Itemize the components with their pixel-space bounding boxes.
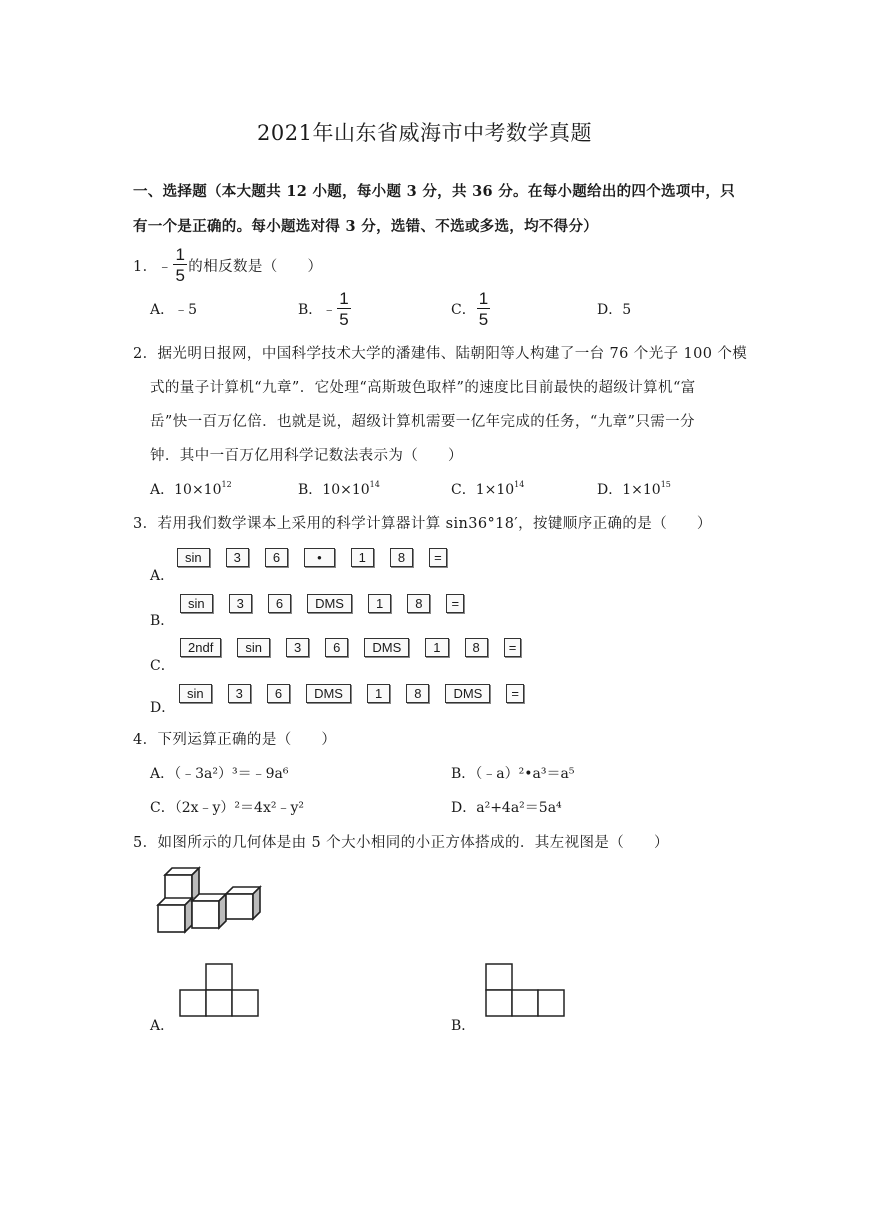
q3-text: 3．若用我们数学课本上采用的科学计算器计算 sin36°18′，按键顺序正确的是（ ） — [133, 516, 712, 532]
key-3: 3 — [286, 638, 309, 657]
q3-option-a-keys — [177, 548, 463, 567]
q3-option-d-label[interactable]: D． — [150, 700, 176, 716]
q5-option-b-label[interactable]: B． — [451, 1018, 476, 1034]
key-8: 8 — [407, 594, 430, 613]
q4-text: 4．下列运算正确的是（ ） — [133, 732, 337, 748]
key-dot: • — [304, 548, 335, 567]
key-6: 6 — [268, 594, 291, 613]
key-equals: = — [506, 684, 524, 703]
key-2ndf: 2ndf — [180, 638, 221, 657]
key-dms: DMS — [307, 594, 352, 613]
q1-option-d[interactable]: D．5 — [597, 302, 632, 318]
key-equals: = — [446, 594, 464, 613]
q5-option-a-view — [178, 962, 262, 1018]
key-8: 8 — [465, 638, 488, 657]
q2-line1: 2．据光明日报网，中国科学技术大学的潘建伟、陆朝阳等人构建了一台 76 个光子 100 个模 — [133, 346, 748, 362]
key-3: 3 — [228, 684, 251, 703]
key-1: 1 — [367, 684, 390, 703]
key-3: 3 — [229, 594, 252, 613]
q1-minus: ﹣ — [157, 258, 173, 275]
q1-number: 1． — [133, 258, 158, 275]
q1-option-c[interactable]: C． $\frac{1}{5}$ — [451, 289, 489, 329]
key-sin: sin — [180, 594, 213, 613]
q3-option-a-label[interactable]: A． — [150, 568, 175, 584]
q2-option-b[interactable]: B．$10\times 10^{14}$ — [298, 480, 380, 498]
key-6: 6 — [325, 638, 348, 657]
q4-option-b[interactable]: B．（﹣a）²•a³＝a⁵ — [451, 766, 575, 782]
q1-option-a[interactable]: A．﹣5 — [150, 302, 198, 318]
key-sin: sin — [179, 684, 212, 703]
q5-option-b-view — [484, 962, 568, 1018]
q4-option-d[interactable]: D．a²+4a²＝5a⁴ — [451, 800, 562, 816]
key-8: 8 — [390, 548, 413, 567]
q3-option-c-label[interactable]: C． — [150, 658, 175, 674]
q2-option-a[interactable]: A．$10\times 10^{12}$ — [150, 480, 232, 498]
q1-text: 的相反数是（ ） — [188, 258, 323, 275]
key-8: 8 — [406, 684, 429, 703]
question-1 — [133, 246, 322, 284]
q1-fraction: $\frac{1}{5}$ — [175, 245, 186, 285]
q2-line4: 钟．其中一百万亿用科学记数法表示为（ ） — [150, 448, 463, 464]
q1-option-b[interactable]: B． ﹣ $\frac{1}{5}$ — [298, 289, 349, 329]
key-1: 1 — [351, 548, 374, 567]
q3-option-b-keys — [180, 594, 480, 613]
key-dms: DMS — [306, 684, 351, 703]
cube-solid-figure — [152, 865, 267, 940]
key-1: 1 — [368, 594, 391, 613]
q2-line2: 式的量子计算机“九章”．它处理“高斯玻色取样”的速度比目前最快的超级计算机“富 — [150, 380, 696, 396]
q5-option-a-label[interactable]: A． — [150, 1018, 175, 1034]
q3-option-c-keys — [180, 638, 537, 657]
q2-option-c[interactable]: C．$1\times 10^{14}$ — [451, 480, 525, 498]
q5-text: 5．如图所示的几何体是由 5 个大小相同的小正方体搭成的．其左视图是（ ） — [133, 835, 669, 851]
key-equals: = — [504, 638, 522, 657]
key-3: 3 — [226, 548, 249, 567]
page-title: 2021年山东省威海市中考数学真题 — [257, 121, 592, 145]
q4-option-c[interactable]: C．（2x﹣y）²＝4x²﹣y² — [150, 800, 304, 816]
key-equals: = — [429, 548, 447, 567]
key-dms: DMS — [445, 684, 490, 703]
key-1: 1 — [425, 638, 448, 657]
key-dms: DMS — [364, 638, 409, 657]
q3-option-b-label[interactable]: B． — [150, 613, 175, 629]
q4-option-a[interactable]: A．（﹣3a²）³＝﹣9a⁶ — [150, 766, 289, 782]
key-sin: sin — [237, 638, 270, 657]
q2-line3: 岳”快一百万亿倍．也就是说，超级计算机需要一亿年完成的任务，“九章”只需一分 — [150, 414, 695, 430]
q2-option-d[interactable]: D．$1\times 10^{15}$ — [597, 480, 671, 498]
section-heading-line1: 一、选择题（本大题共 12 小题，每小题 3 分，共 36 分。在每小题给出的四个选项中，只 — [133, 183, 736, 200]
q3-option-d-keys — [179, 684, 540, 703]
key-sin: sin — [177, 548, 210, 567]
key-6: 6 — [267, 684, 290, 703]
section-heading-line2: 有一个是正确的。每小题选对得 3 分，选错、不选或多选，均不得分） — [133, 218, 599, 235]
key-6: 6 — [265, 548, 288, 567]
